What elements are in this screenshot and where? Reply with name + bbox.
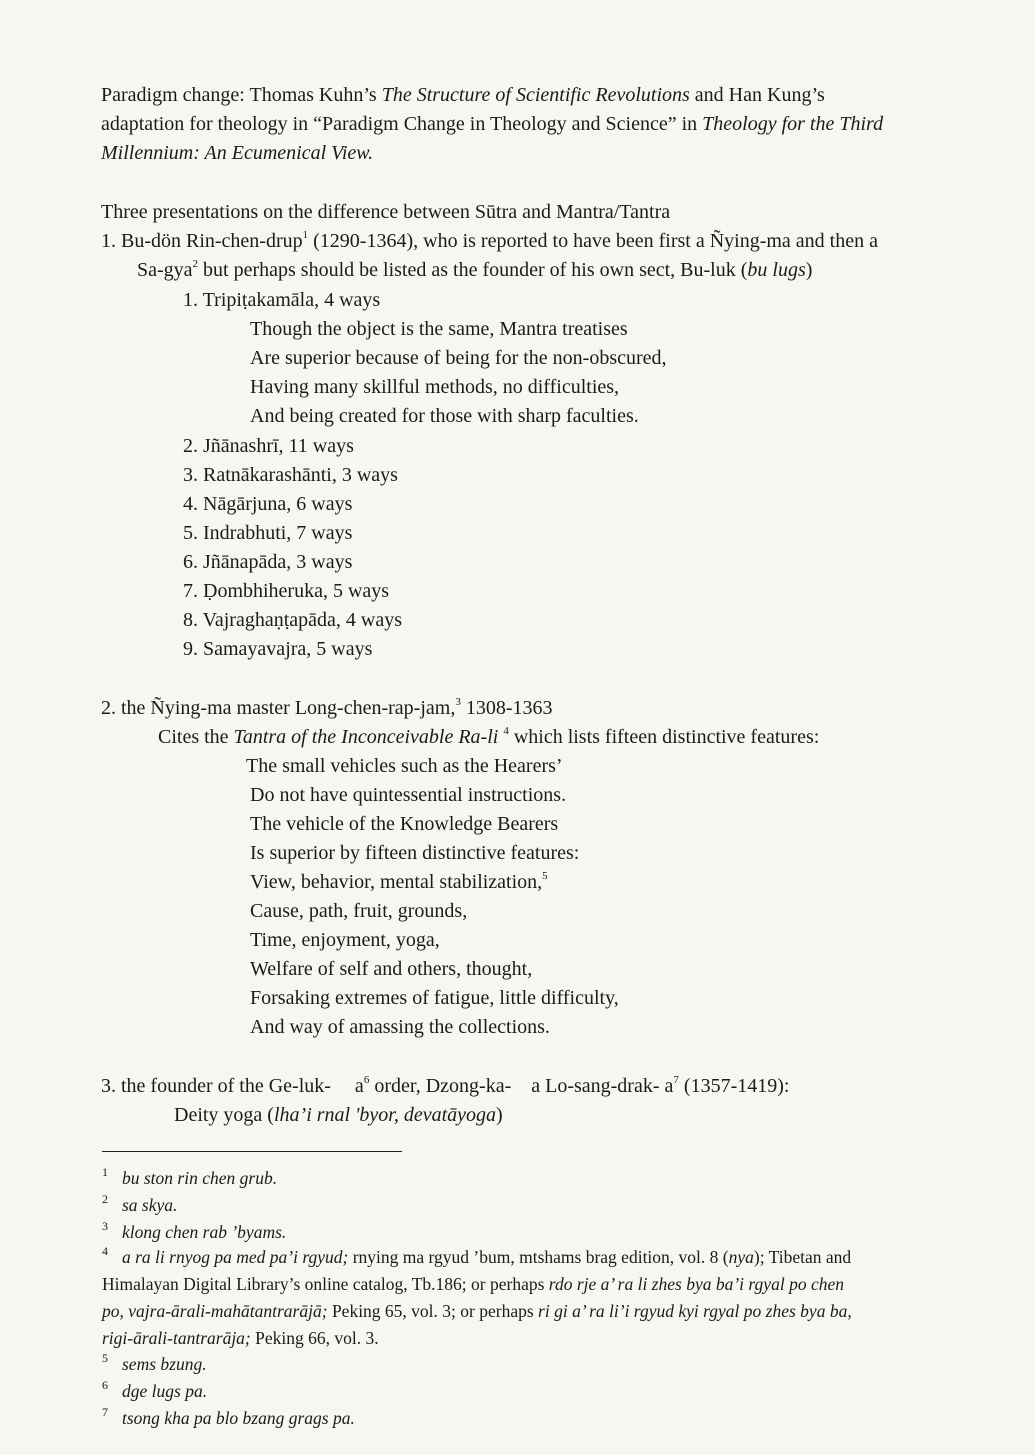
s1-verse-line-3: Having many skillful methods, no difficulties, [250,376,620,398]
s1-item-9: 9. Samayavajra, 5 ways [183,638,373,660]
footnote-separator [102,1151,402,1152]
s3-line-2: Deity yoga (lha’i rnal 'byor, devatāyoga) [174,1104,503,1126]
footnote-3: 3 klong chen rab ’byams. [102,1219,287,1242]
s1-item-1: 1. Tripiṭakamāla, 4 ways [183,289,381,311]
footnote-1: 1 bu ston rin chen grub. [102,1165,278,1188]
s1-verse-line-2: Are superior because of being for the non-obscured, [250,347,667,369]
s2-verse-line-7: Time, enjoyment, yoga, [250,929,440,951]
s1-line-1: 1. Bu-dön Rin-chen-drup$^1$ (1290-1364), who is reported to have been first a Ñying-ma and then a [101,229,878,252]
intro-line-3: Millennium: An Ecumenical View. [101,142,374,164]
s2-verse-line-5: View, behavior, mental stabilization,$^5$ [250,870,548,893]
s2-verse-line-1: The small vehicles such as the Hearers’ [246,755,563,777]
s2-verse-line-9: Forsaking extremes of fatigue, little difficulty, [250,987,619,1009]
footnote-4-line-3: po, vajra-ārali-mahātantrarājā; Peking 65, vol. 3; or perhaps ri gi a’ ra li’i rgyud kyi rgyal po zhes bya ba, [102,1301,852,1321]
s1-item-6: 6. Jñānapāda, 3 ways [183,551,353,573]
s1-line-2: Sa-gya$^2$ but perhaps should be listed as the founder of his own sect, Bu-luk (bu lugs) [137,258,813,281]
s1-item-2: 2. Jñānashrī, 11 ways [183,435,354,457]
s1-item-8: 8. Vajraghaṇṭapāda, 4 ways [183,609,403,631]
s2-verse-line-4: Is superior by fifteen distinctive features: [250,842,580,864]
intro-line-2: adaptation for theology in “Paradigm Change in Theology and Science” in Theology for the Third [101,113,884,135]
footnote-2: 2 sa skya. [102,1192,178,1215]
s2-verse-line-3: The vehicle of the Knowledge Bearers [250,813,559,835]
s2-line-2: Cites the Tantra of the Inconceivable Ra-li $^4$ which lists fifteen distinctive features: [158,725,820,748]
footnote-6: 6 dge lugs pa. [102,1378,208,1401]
s2-verse-line-6: Cause, path, fruit, grounds, [250,900,468,922]
section-heading: Three presentations on the difference between Sūtra and Mantra/Tantra [101,201,671,223]
s2-line-1: 2. the Ñying-ma master Long-chen-rap-jam,$^3$ 1308-1363 [101,696,553,719]
s3-line-1: 3. the founder of the Ge-luk- $a^6$ order, Dzong-ka- a Lo-sang-drak- $a^7$ (1357-1419): [101,1074,790,1097]
footnote-7: 7 tsong kha pa blo bzang grags pa. [102,1405,355,1428]
footnote-4-line-1: 4 a ra li rnyog pa med pa’i rgyud; rnying ma rgyud ’bum, mtshams brag edition, vol. 8 (nya); Tibetan and [102,1244,852,1267]
footnote-5: 5 sems bzung. [102,1351,207,1374]
footnote-4-line-4: rigi-ārali-tantrarāja; Peking 66, vol. 3. [102,1328,379,1348]
footnote-4-line-2: Himalayan Digital Library’s online catalog, Tb.186; or perhaps rdo rje a’ ra li zhes bya ba’i rgyal po chen [102,1274,844,1294]
s2-verse-line-2: Do not have quintessential instructions. [250,784,567,806]
s1-item-7: 7. Ḍombhiheruka, 5 ways [183,580,390,602]
s1-item-4: 4. Nāgārjuna, 6 ways [183,493,353,515]
s1-item-5: 5. Indrabhuti, 7 ways [183,522,353,544]
intro-line-1: Paradigm change: Thomas Kuhn’s The Structure of Scientific Revolutions and Han Kung’s [101,84,825,106]
s1-verse-line-4: And being created for those with sharp faculties. [250,405,639,427]
s2-verse-line-10: And way of amassing the collections. [250,1016,550,1038]
s1-item-3: 3. Ratnākarashānti, 3 ways [183,464,398,486]
s2-verse-line-8: Welfare of self and others, thought, [250,958,533,980]
s1-verse-line-1: Though the object is the same, Mantra treatises [250,318,628,340]
